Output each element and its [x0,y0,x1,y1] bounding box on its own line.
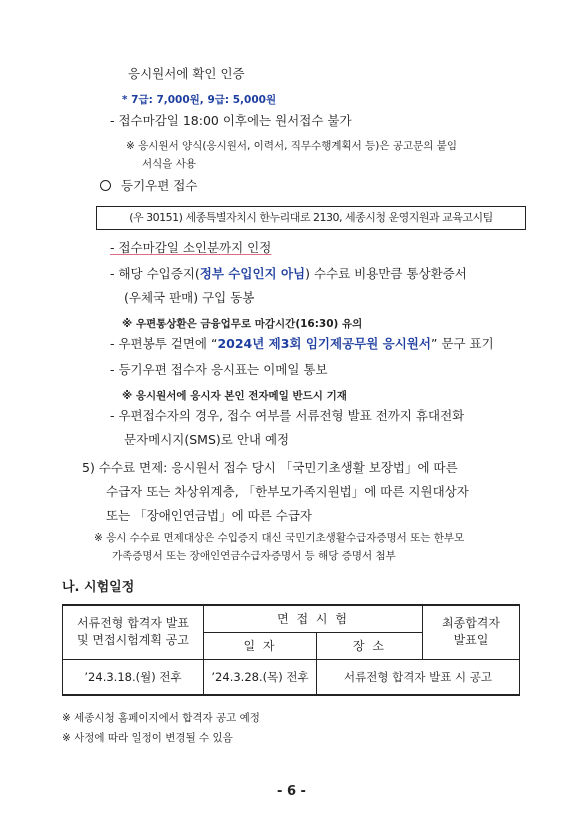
line-stamp-b: (우체국 판매) 구입 동봉 [124,290,255,305]
stamp-post: ) 수수료 비용만큼 통상환증서 [305,266,467,281]
note-form-b: 서식을 사용 [142,158,197,170]
cell-doc-date: ’24.3.18.(월) 전후 [63,659,204,695]
note-exempt-b: 가족증명서 또는 장애인연금수급자증명서 등 해당 증명서 첨부 [112,550,396,562]
postmark-text: - 접수마감일 소인분까지 인정 [110,240,272,255]
stamp-pre: - 해당 수입증지( [110,266,200,281]
line-envelope [110,336,494,352]
cell-interview-date: ’24.3.28.(목) 전후 [204,659,317,695]
envelope-pre: - 우편봉투 겉면에 “ [110,336,218,351]
circle-bullet-icon [100,180,111,191]
line-postmark [110,240,271,256]
line-sms-a: - 우편접수자의 경우, 접수 여부를 서류전형 발표 전까지 휴대전화 [110,408,465,423]
schedule-table [62,604,520,696]
header-interview: 면 접 시 험 [204,605,423,632]
line-confirm: 응시원서에 확인 인증 [128,66,245,81]
fee-exempt-b: 수급자 또는 차상위계층, 「한부모가족지원법」에 따른 지원대상자 [106,484,469,499]
cell-place-final: 서류전형 합격자 발표 시 공고 [317,659,520,695]
registered-mail-heading [100,178,197,194]
note-form-a: ※ 응시원서 양식(응시원서, 이력서, 직무수행계획서 등)은 공고문의 붙임 [126,140,458,152]
page-number: - 6 - [277,784,306,799]
note-email: ※ 응시원서에 응시자 본인 전자메일 반드시 기재 [122,390,347,402]
header-doc: 서류전형 합격자 발표 및 면접시험계획 공고 [63,605,204,659]
fee-exempt-c: 또는 「장애인연금법」에 따른 수급자 [106,508,312,523]
note-money-order: ※ 우편통상환은 금융업무로 마감시간(16:30) 유의 [122,318,363,330]
envelope-post: ” 문구 표기 [430,336,494,351]
note-change: ※ 사정에 따라 일정이 변경될 수 있음 [62,732,233,744]
header-place: 장 소 [317,632,423,659]
fee-note: * 7급: 7,000원, 9급: 5,000원 [122,94,277,106]
fee-exempt-a: 5) 수수료 면제: 응시원서 접수 당시 「국민기초생활 보장법」에 따른 [82,460,458,475]
note-exempt-a: ※ 응시 수수료 면제대상은 수입증지 대신 국민기초생활수급자증명서 또는 한부모 [94,532,465,544]
line-stamp [110,266,467,282]
line-sms-b: 문자메시지(SMS)로 안내 예정 [124,432,290,447]
registered-mail-label: 등기우편 접수 [121,178,198,193]
header-final: 최종합격자 발표일 [423,605,520,659]
line-email: - 등기우편 접수자 응시표는 이메일 통보 [110,362,328,377]
header-date: 일 자 [204,632,317,659]
section-title: 나. 시험일정 [62,580,135,595]
address-box: (우 30151) 세종특별자치시 한누리대로 2130, 세종시청 운영지원과 교육고시팀 [96,206,526,230]
stamp-bold: 정부 수입인지 아님 [199,266,306,281]
envelope-blue: 2024년 제3회 임기제공무원 응시원서 [217,336,431,351]
line-deadline: - 접수마감일 18:00 이후에는 원서접수 불가 [110,113,352,128]
note-announce: ※ 세종시청 홈페이지에서 합격자 공고 예정 [62,712,260,724]
